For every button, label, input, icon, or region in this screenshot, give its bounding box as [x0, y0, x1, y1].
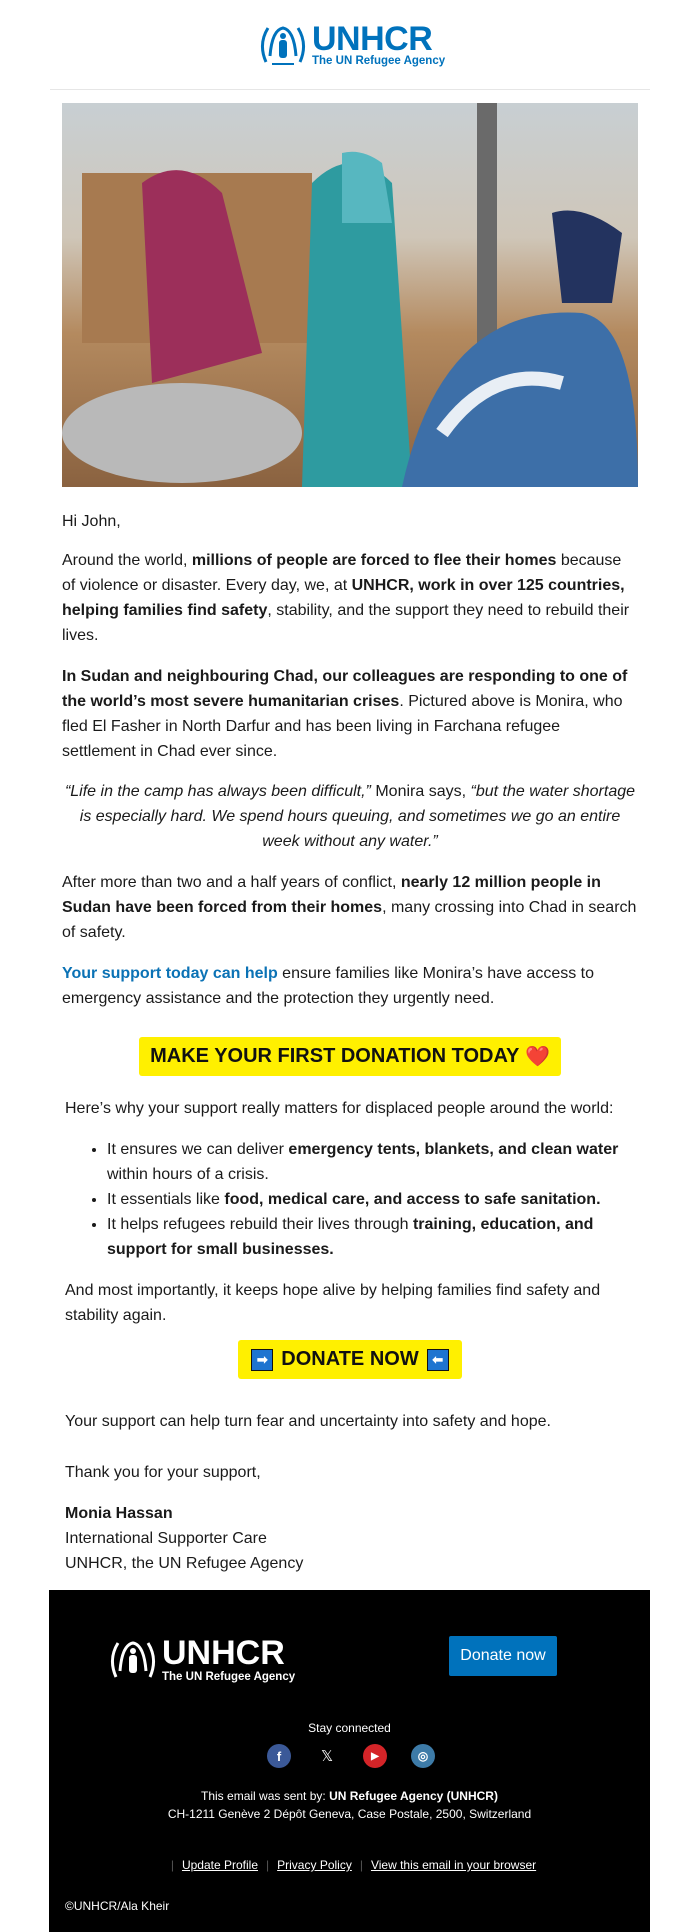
paragraph-support: Your support today can help ensure families like Monira’s have access to emergency assistance and the protection they urgently need.	[62, 965, 595, 1007]
signature-org: UNHCR, the UN Refugee Agency	[65, 1555, 304, 1572]
paragraph-fear: Your support can help turn fear and uncertainty into safety and hope.	[65, 1413, 551, 1430]
privacy-policy-link[interactable]: Privacy Policy	[277, 1858, 352, 1872]
reasons-list	[65, 1137, 625, 1262]
logo-subtitle: The UN Refugee Agency	[312, 54, 446, 67]
x-icon[interactable]: 𝕏	[315, 1744, 339, 1768]
first-donation-button[interactable]: MAKE YOUR FIRST DONATION TODAY ❤️	[139, 1037, 561, 1076]
logo-wordmark: UNHCR	[312, 19, 433, 58]
greeting: Hi John,	[62, 513, 121, 530]
view-in-browser-link[interactable]: View this email in your browser	[370, 1858, 537, 1872]
paragraph-conflict: After more than two and a half years of conflict, nearly 12 million people in Sudan have been forced from their homes, many crossing into Chad in search of safety.	[62, 874, 637, 941]
signature-role: International Supporter Care	[65, 1530, 267, 1547]
unhcr-emblem-icon	[108, 1637, 158, 1683]
list-item: • It essentials like food, medical care, and access to safe sanitation.	[107, 1187, 625, 1212]
paragraph-intro: Around the world, millions of people are forced to flee their homes because of violence or disaster. Every day, we, at UNHCR, work in over 125 countries, helping families find safety, stability, and the support they need to rebuild their lives.	[62, 552, 630, 644]
thanks: Thank you for your support,	[65, 1464, 261, 1481]
sender-info: This email was sent by: UN Refugee Agency (UNHCR) CH-1211 Genève 2 Dépôt Geneva, Case Postale, 2500, Switzerland	[167, 1789, 532, 1821]
stay-connected: Stay connected	[308, 1721, 391, 1735]
donate-now-button[interactable]: ➡ DONATE NOW ⬅	[238, 1340, 462, 1379]
arrow-left-icon: ⬅	[427, 1349, 449, 1371]
monira-quote: “Life in the camp has always been difficult,” Monira says, “but the water shortage is especially hard. We spend hours queuing, and sometimes we go an entire week without any water.”	[64, 783, 636, 850]
paragraph-hope: And most importantly, it keeps hope alive by helping families find safety and stability again.	[65, 1282, 601, 1324]
youtube-icon[interactable]: ▶	[363, 1744, 387, 1768]
paragraph-sudan: In Sudan and neighbouring Chad, our colleagues are responding to one of the world’s most severe humanitarian crises. Pictured above is Monira, who fled El Fasher in North Darfur and has been living in Farchana refugee settlement in Chad ever since.	[62, 668, 628, 760]
support-link[interactable]: Your support today can help	[62, 965, 278, 982]
footer-logo[interactable]	[108, 1636, 295, 1684]
footer-donate-button[interactable]: Donate now	[449, 1636, 557, 1676]
list-item: • It helps refugees rebuild their lives through training, education, and support for small businesses.	[107, 1212, 625, 1262]
footer-logo-subtitle: The UN Refugee Agency	[162, 1671, 296, 1683]
footer	[49, 1590, 650, 1932]
facebook-icon[interactable]: f	[267, 1744, 291, 1768]
footer-logo-wordmark: UNHCR	[162, 1634, 285, 1672]
social-links	[267, 1744, 435, 1768]
heart-icon: ❤️	[524, 1046, 550, 1068]
arrow-right-icon: ➡	[251, 1349, 273, 1371]
update-profile-link[interactable]: Update Profile	[181, 1858, 259, 1872]
list-item: • It ensures we can deliver emergency tents, blankets, and clean water within hours of a crisis.	[107, 1137, 625, 1187]
instagram-icon[interactable]: ◎	[411, 1744, 435, 1768]
why-intro: Here’s why your support really matters for displaced people around the world:	[65, 1100, 614, 1117]
signature-name: Monia Hassan	[65, 1505, 173, 1522]
photo-credit: ©UNHCR/Ala Kheir	[65, 1899, 170, 1913]
footer-links: | Update Profile | Privacy Policy | View this email in your browser	[170, 1858, 537, 1872]
